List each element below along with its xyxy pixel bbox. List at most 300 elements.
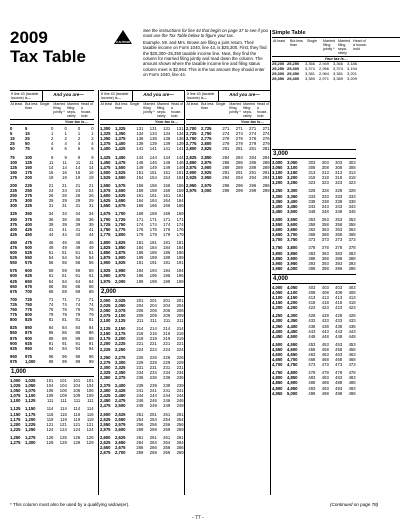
- table-cell: 2,725: [201, 126, 212, 132]
- table-cell: 3,600: [287, 222, 298, 228]
- table-cell: 25,250: [272, 65, 285, 71]
- table-cell: 2,875: [201, 159, 212, 165]
- table-cell: 3,150: [272, 175, 283, 181]
- table-cell: 475: [25, 239, 32, 245]
- table-cell: 473: [308, 362, 316, 368]
- table-cell: 144: [163, 154, 171, 160]
- table-cell: 139: [163, 141, 171, 147]
- table-cell: 176: [149, 226, 157, 232]
- tax-table-title: Tax Table: [10, 47, 86, 66]
- table-cell: 3,100: [272, 170, 283, 176]
- table-cell: 3,450: [272, 208, 283, 214]
- table-cell: 196: [176, 273, 184, 279]
- table-cell: 1,250: [25, 426, 36, 432]
- table-cell: 468: [335, 357, 343, 363]
- table-cell: 11: [75, 159, 81, 165]
- table-cell: 16: [62, 169, 67, 175]
- table-cell: 3,200: [272, 180, 283, 186]
- table-cell: 291: [262, 169, 270, 175]
- table-cell: 308: [321, 165, 329, 171]
- table-cell: 16: [48, 169, 54, 175]
- table-cell: 2,650: [115, 440, 126, 445]
- table-cell: 151: [149, 169, 157, 175]
- row-group: [272, 342, 356, 367]
- table-row: [10, 260, 94, 265]
- table-cell: 159: [176, 188, 184, 194]
- table-cell: 2,775: [201, 136, 212, 142]
- table-cell: 3,650: [272, 232, 283, 238]
- footnote: * This column must also be used by a qualifying widow(er).: [10, 502, 130, 507]
- page-title: [10, 28, 86, 66]
- column-2b-body: [100, 298, 184, 456]
- table-row: [272, 209, 356, 214]
- row-group: [186, 183, 270, 193]
- table-cell: 2,800: [186, 146, 197, 152]
- table-cell: 438: [308, 323, 316, 329]
- table-cell: 1: [91, 131, 94, 137]
- row-group: [186, 155, 270, 180]
- table-cell: 328: [335, 188, 343, 194]
- table-cell: 325: [25, 203, 32, 209]
- hdr-hoh: Head of a house-hold: [170, 101, 184, 118]
- table-cell: 261: [136, 434, 144, 440]
- table-cell: 50: [25, 141, 30, 147]
- table-cell: 224: [163, 346, 171, 352]
- table-cell: 169: [176, 211, 184, 217]
- table-cell: 493: [308, 385, 316, 391]
- table-cell: 1,875: [115, 250, 126, 256]
- table-cell: 448: [335, 333, 343, 339]
- table-cell: 498: [335, 390, 343, 396]
- table-cell: 433: [321, 318, 329, 324]
- table-cell: 423: [321, 305, 329, 311]
- table-cell: 79: [62, 312, 67, 318]
- table-cell: 1,725: [115, 216, 126, 222]
- intro-instruction: See the instructions for line 44 that begin on page 37 to see if you must use the Tax Table below to figure your tax.: [143, 28, 268, 39]
- table-cell: 234: [176, 369, 184, 375]
- table-cell: 84: [88, 325, 94, 331]
- table-cell: 408: [308, 289, 316, 295]
- table-cell: 264: [163, 440, 171, 445]
- table-cell: 269: [163, 450, 171, 456]
- table-cell: 850: [25, 325, 32, 331]
- table-column-2: [100, 90, 184, 458]
- table-cell: 1,550: [115, 174, 126, 180]
- table-cell: 1,800: [115, 231, 126, 237]
- table-cell: 54: [48, 255, 54, 261]
- table-cell: 433: [335, 318, 343, 324]
- table-cell: 2,225: [100, 346, 111, 352]
- table-cell: 2,050: [115, 302, 126, 308]
- table-cell: 3,186: [346, 61, 357, 66]
- table-cell: 775: [25, 307, 32, 313]
- table-cell: 1,050: [25, 383, 36, 389]
- table-cell: 119: [86, 416, 94, 422]
- table-cell: 3,250: [272, 188, 283, 194]
- table-cell: 4: [64, 141, 67, 147]
- table-cell: 49: [88, 245, 94, 250]
- table-cell: 114: [86, 406, 94, 412]
- table-cell: 4,650: [272, 357, 283, 363]
- table-cell: 276: [262, 136, 270, 142]
- table-cell: 259: [136, 426, 144, 432]
- hdr-mfj: Married filing jointly *: [323, 39, 336, 51]
- table-cell: 4,400: [287, 323, 298, 329]
- table-cell: 450: [25, 231, 32, 237]
- table-cell: 2,275: [100, 359, 111, 365]
- table-cell: 286: [249, 159, 257, 165]
- table-cell: 211: [150, 318, 157, 324]
- table-cell: 338: [308, 198, 316, 204]
- table-cell: 975: [10, 358, 17, 364]
- table-cell: 284: [262, 154, 270, 160]
- table-row: [10, 203, 94, 208]
- table-cell: 323: [308, 180, 316, 186]
- table-cell: 0: [77, 126, 81, 132]
- table-cell: 71: [75, 296, 81, 302]
- table-cell: 1,750: [100, 226, 111, 232]
- table-cell: 206: [176, 307, 184, 313]
- table-cell: 1,075: [10, 393, 21, 399]
- table-cell: 189: [163, 255, 171, 261]
- table-cell: 473: [348, 362, 356, 368]
- table-cell: 29: [62, 198, 67, 204]
- table-cell: 69: [62, 288, 67, 294]
- table-cell: 256: [149, 421, 157, 427]
- table-cell: 398: [308, 265, 316, 271]
- table-cell: 2,025: [100, 302, 111, 308]
- table-cell: 800: [10, 317, 17, 323]
- table-cell: 600: [25, 268, 32, 274]
- column-divider: [270, 30, 271, 495]
- table-cell: 4,600: [287, 346, 298, 352]
- table-cell: 2,350: [100, 374, 111, 380]
- table-cell: 1,475: [115, 159, 126, 165]
- table-cell: 750: [10, 307, 17, 313]
- table-cell: 129: [46, 440, 54, 445]
- table-cell: 1,675: [115, 203, 126, 209]
- table-cell: 4,250: [287, 305, 298, 311]
- table-cell: 375: [25, 216, 32, 222]
- table-cell: 49: [48, 245, 54, 250]
- table-cell: 1,075: [25, 388, 36, 394]
- table-cell: 109: [59, 393, 67, 399]
- table-cell: 418: [308, 300, 316, 306]
- table-cell: 313: [308, 170, 316, 176]
- table-cell: 204: [136, 302, 144, 308]
- table-cell: 119: [46, 416, 54, 422]
- table-cell: 286: [222, 159, 230, 165]
- table-cell: 44: [75, 231, 81, 237]
- table-cell: 1,200: [25, 416, 36, 422]
- table-cell: 249: [136, 403, 144, 409]
- table-cell: 96: [62, 353, 67, 359]
- table-cell: 3,381: [304, 70, 315, 76]
- table-cell: 36: [88, 216, 94, 222]
- table-cell: 271: [235, 126, 243, 132]
- table-cell: 458: [335, 346, 343, 352]
- table-cell: 488: [335, 380, 343, 386]
- table-cell: 348: [321, 208, 329, 214]
- row-group: [272, 285, 356, 310]
- table-cell: 116: [46, 411, 54, 417]
- table-cell: 276: [249, 136, 257, 142]
- table-cell: 333: [335, 193, 343, 199]
- row-group: [10, 354, 94, 364]
- table-cell: 250: [25, 188, 32, 194]
- continued-note: (Continued on page 78): [330, 502, 379, 507]
- table-row: [100, 260, 184, 265]
- table-cell: 261: [176, 434, 184, 440]
- table-cell: 159: [163, 188, 171, 194]
- table-row: [10, 398, 94, 403]
- table-cell: 3,200: [287, 175, 298, 181]
- table-cell: 149: [136, 164, 144, 170]
- row-group: [100, 240, 184, 265]
- table-cell: 403: [348, 284, 356, 290]
- table-cell: 71: [62, 296, 67, 302]
- table-cell: 313: [348, 170, 356, 176]
- table-cell: 259: [163, 426, 171, 432]
- table-cell: 26: [88, 193, 94, 199]
- table-cell: 221: [136, 341, 144, 347]
- table-cell: 56: [88, 260, 94, 266]
- table-cell: 418: [348, 300, 356, 306]
- table-cell: 196: [136, 273, 144, 279]
- row-group: [100, 383, 184, 408]
- table-cell: 1,600: [100, 193, 111, 199]
- table-cell: 141: [136, 146, 144, 152]
- table-cell: 398: [335, 265, 343, 271]
- table-cell: 179: [163, 231, 171, 237]
- table-cell: 850: [10, 330, 17, 336]
- table-cell: 11: [89, 159, 94, 165]
- table-cell: 4: [91, 141, 94, 147]
- table-cell: 109: [86, 393, 94, 399]
- table-cell: 211: [176, 318, 184, 324]
- table-cell: 219: [136, 336, 144, 342]
- table-cell: 2,200: [100, 341, 111, 347]
- row-group: [272, 188, 356, 213]
- table-cell: 39: [88, 221, 94, 227]
- table-cell: 1,375: [115, 136, 126, 142]
- table-cell: 478: [348, 370, 356, 376]
- table-cell: 54: [62, 255, 67, 261]
- and-you-are-label: And you are—: [229, 92, 260, 97]
- table-cell: 239: [136, 383, 144, 389]
- table-cell: 1,650: [115, 198, 126, 204]
- table-cell: 274: [222, 131, 230, 137]
- table-cell: 25: [10, 141, 15, 147]
- table-cell: 3,700: [272, 237, 283, 243]
- table-cell: 303: [348, 160, 356, 165]
- table-cell: 3,700: [287, 232, 298, 238]
- hdr-but-less: But less than: [290, 39, 303, 47]
- table-cell: 146: [176, 159, 184, 165]
- table-cell: 453: [321, 341, 329, 347]
- table-cell: 231: [163, 364, 171, 370]
- table-cell: 184: [163, 245, 171, 250]
- table-cell: 69: [75, 288, 81, 294]
- table-cell: 221: [176, 341, 184, 347]
- table-cell: 176: [163, 226, 171, 232]
- table-cell: 0: [91, 126, 94, 132]
- table-cell: 206: [149, 307, 157, 313]
- table-cell: 294: [235, 174, 243, 180]
- table-cell: 71: [48, 296, 54, 302]
- table-cell: 1,700: [115, 211, 126, 217]
- table-cell: 181: [136, 239, 144, 245]
- table-cell: 600: [10, 273, 17, 279]
- table-cell: 750: [25, 301, 32, 307]
- intro-text: [143, 28, 268, 77]
- table-cell: 275: [25, 193, 32, 199]
- table-cell: 74: [88, 301, 94, 307]
- table-cell: 1,100: [10, 398, 21, 404]
- table-cell: 378: [308, 245, 316, 251]
- table-cell: 126: [59, 434, 67, 440]
- table-cell: 11: [49, 159, 54, 165]
- row-group: [10, 325, 94, 350]
- table-cell: 3,950: [287, 260, 298, 266]
- table-cell: 388: [335, 255, 343, 261]
- table-cell: 64: [48, 278, 54, 284]
- table-cell: 279: [262, 141, 270, 147]
- table-cell: 650: [10, 283, 17, 289]
- table-cell: 4,400: [272, 328, 283, 334]
- table-cell: 31: [88, 203, 94, 209]
- table-cell: 383: [321, 250, 329, 256]
- table-cell: 4,900: [287, 380, 298, 386]
- table-cell: 2,300: [100, 364, 111, 370]
- table-cell: 2: [64, 136, 67, 142]
- table-cell: 25,350: [287, 70, 300, 76]
- table-cell: 2,425: [115, 388, 126, 394]
- table-cell: 1,775: [115, 226, 126, 232]
- table-row: [100, 146, 184, 151]
- table-cell: 256: [176, 421, 184, 427]
- table-cell: 214: [136, 326, 144, 332]
- table-cell: 251: [176, 411, 184, 417]
- table-cell: 101: [46, 377, 54, 383]
- table-cell: 201: [176, 297, 184, 303]
- table-cell: 488: [348, 380, 356, 386]
- table-cell: 3,000: [201, 188, 212, 194]
- table-cell: 299: [249, 188, 257, 194]
- table-cell: 2,575: [100, 426, 111, 432]
- table-cell: 4,900: [272, 385, 283, 391]
- table-cell: 3,800: [272, 250, 283, 256]
- table-cell: 231: [136, 364, 144, 370]
- table-cell: 473: [335, 362, 343, 368]
- table-row: [272, 237, 356, 242]
- table-cell: 241: [176, 388, 184, 394]
- table-cell: 151: [176, 169, 184, 175]
- table-cell: 418: [335, 300, 343, 306]
- table-cell: 64: [75, 278, 81, 284]
- table-row: [272, 362, 356, 367]
- table-cell: 2,900: [186, 169, 197, 175]
- table-cell: 4,050: [272, 289, 283, 295]
- table-cell: 236: [136, 374, 144, 380]
- simple-table-header: [272, 38, 400, 56]
- table-cell: 2,525: [100, 416, 111, 422]
- table-cell: 700: [25, 288, 32, 294]
- table-cell: 2,971: [318, 75, 329, 81]
- table-cell: 2,150: [115, 326, 126, 332]
- table-cell: 463: [335, 352, 343, 357]
- table-cell: 94: [48, 345, 54, 351]
- row-group: [10, 240, 94, 265]
- table-cell: 129: [59, 440, 67, 445]
- table-cell: 4,150: [272, 300, 283, 306]
- table-cell: 126: [73, 434, 81, 440]
- table-cell: 146: [136, 159, 144, 165]
- table-cell: 348: [348, 208, 356, 214]
- table-cell: 3,500: [272, 216, 283, 222]
- table-cell: 338: [335, 198, 343, 204]
- table-cell: 46: [88, 239, 94, 245]
- table-cell: 1,625: [100, 198, 111, 204]
- table-cell: 343: [321, 203, 329, 209]
- table-cell: 2,964: [318, 70, 329, 76]
- table-cell: 39: [48, 221, 54, 227]
- table-cell: 4: [51, 141, 54, 147]
- table-cell: 54: [88, 255, 94, 261]
- table-cell: 79: [88, 312, 94, 318]
- table-cell: 106: [46, 388, 54, 394]
- table-cell: 171: [176, 216, 184, 222]
- table-cell: 4,950: [272, 390, 283, 396]
- hdr-mfj: Married filing jointly *: [143, 101, 156, 114]
- table-cell: 219: [163, 336, 171, 342]
- table-cell: 4,800: [287, 370, 298, 376]
- table-cell: 15: [10, 136, 15, 142]
- table-cell: 3,450: [287, 203, 298, 209]
- table-cell: 403: [335, 284, 343, 290]
- table-cell: 4,350: [287, 318, 298, 324]
- table-cell: 194: [136, 268, 144, 274]
- table-cell: 3,250: [287, 180, 298, 186]
- table-cell: 1,750: [115, 221, 126, 227]
- table-cell: 159: [149, 188, 157, 194]
- table-cell: 2: [91, 136, 94, 142]
- table-cell: 216: [176, 331, 184, 337]
- table-cell: 2,475: [115, 398, 126, 404]
- table-cell: 174: [163, 221, 171, 227]
- table-cell: 1,225: [10, 426, 21, 432]
- table-cell: 289: [235, 164, 243, 170]
- table-cell: 94: [88, 345, 94, 351]
- table-cell: 31: [62, 203, 67, 209]
- table-cell: 116: [86, 411, 94, 417]
- example-text: Example. Mr. and Mrs. Brown are filing a joint return. Their taxable income on Form 1040, line 43, is $25,300. First, they find the $25,300–25,350 taxable income line. Next, they find the column for married filing jointly and read down the column. The amount shown where the taxable income line and filing status column meet is $2,964. This is the tax amount they should enter on Form 1040, line 44.: [143, 40, 267, 77]
- row-group: [10, 126, 94, 151]
- table-cell: 2,550: [100, 421, 111, 427]
- table-cell: 154: [163, 174, 171, 180]
- table-cell: 383: [335, 250, 343, 256]
- table-cell: 448: [308, 333, 316, 339]
- table-cell: 2,975: [201, 182, 212, 188]
- table-cell: 2,375: [100, 383, 111, 389]
- table-cell: 423: [308, 305, 316, 311]
- table-cell: 131: [149, 126, 157, 132]
- table-cell: 129: [73, 440, 81, 445]
- table-cell: 296: [222, 182, 230, 188]
- table-cell: 111: [87, 398, 94, 404]
- table-cell: 189: [149, 255, 157, 261]
- table-cell: 525: [10, 255, 17, 261]
